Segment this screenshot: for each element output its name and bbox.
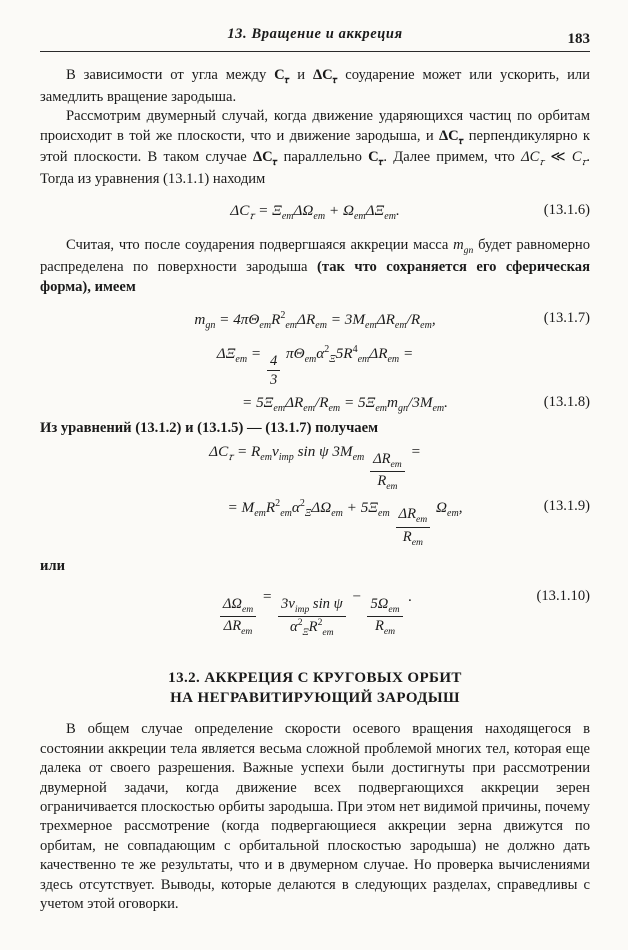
equation-13-1-9b-row — [40, 498, 590, 549]
equation-13-1-9a-row — [40, 443, 590, 493]
equation-13-1-7-row — [40, 310, 590, 331]
paragraph-2: Рассмотрим двумерный случай, когда движение ударяющихся частиц по орбитам происходит в той же плоскости, что и движение зародыша, и $\Delta C_𝜏$ перпендикулярно к этой плоскости. В таком случае $\Delta C_𝜏$ параллельно $C_𝜏$. Далее примем, что $\Delta C_𝜏$ ≪ $C_𝜏$. Torдa из уравнения (13.1.1) находим — [40, 108, 591, 187]
equation-13-1-9b: = $M_{em}R^2_{em}\alpha^2_\Xi\Delta\Omega_{em} + 5\Xi_{em}$ $\frac{\Delta R_{em}}{R_{em}}$ $\Omega_{em}$, — [227, 497, 463, 548]
header-rule — [40, 51, 590, 52]
equation-13-1-8-number: (13.1.8) — [543, 393, 590, 410]
equation-13-1-8a: $\Delta\Xi_{em}$ = $\frac{4}{3}$ $\pi\Theta_{em}\alpha^2_\Xi 5R^4_{em}\Delta R_{em}$ = — [216, 344, 414, 389]
equation-13-1-7-number: (13.1.7) — [543, 309, 590, 326]
paragraph-5: В общем случае определение скорости осевого вращения находящегося в состоянии аккреции тела является весьма сложной проблемой многих тел, которая еще далека от своего разрешения. Важные успехи были достигнуты при рассмотрении двумерной задачи, когда движение всех подвергающихся аккреции зерен ограничивается плоскостью орбиты зародыша. При этом нет видимой причины, почему трехмерное рассмотрение (когда подвергающиеся аккреции зерна движутся по орбитам, не совпадающим с орбитальной плоскостью зародыша) не должно дать качественно те же результаты, что и в двумерном случае. Но проверка вычислениями здесь отсутствует. Выводы, которые делаются в следующих разделах, справедливы с учетом этой оговорки. — [40, 721, 590, 912]
paragraph-1: В зависимости от угла между $C_𝜏$ и $\Delta C_𝜏$ соударение может или ускорить, или замедлить вращение зародыша. — [40, 67, 590, 105]
equation-13-1-9-number: (13.1.9) — [543, 497, 590, 514]
section-heading-line-2: НА НЕГРАВИТИРУЮЩИЙ ЗАРОДЫШ — [170, 689, 460, 706]
page-number: 183 — [567, 31, 590, 47]
equation-13-1-10-number: (13.1.10) — [536, 588, 590, 605]
equation-13-1-9a: $\Delta C_𝜏 = R_{em}v_{imp}$ sin ψ $3M_{em}$ $\frac{\Delta R_{em}}{R_{em}}$ = — [209, 443, 421, 492]
equation-13-1-6-number: (13.1.6) — [543, 202, 590, 219]
equation-13-1-8a-row — [40, 344, 590, 389]
section-heading-line-1: 13.2. АККРЕЦИЯ С КРУГОВЫХ ОРБИТ — [168, 669, 462, 686]
section-heading — [40, 669, 590, 709]
equation-13-1-10-row — [40, 588, 590, 638]
page-header — [40, 26, 590, 48]
equation-13-1-7: $m_{gn} = 4\pi\Theta_{em}R^2_{em}\Delta R_{em} = 3M_{em}\Delta R_{em}/R_{em}$, — [194, 309, 436, 332]
paragraph-3: Считая, что после соударения подвергшаяся аккреции масса $m_{gn}$ будет равномерно распределена по поверхности зародыша (так что сохраняется его сферическая форма), имеем — [40, 237, 591, 295]
equation-13-1-8b-row — [40, 394, 590, 414]
equation-13-1-6: $\Delta C_𝜏 = \Xi_{em}\Delta\Omega_{em} + \Omega_{em}\Delta\Xi_{em}$. — [230, 202, 400, 223]
equation-13-1-8b: = $5\Xi_{em}\Delta R_{em}/R_{em} = 5\Xi_{em}m_{gn}/3M_{em}$. — [242, 393, 448, 414]
equation-13-1-10: $\frac{\Delta\Omega_{em}}{\Delta R_{em}}$ = $\frac{3v_{imp} \sin \psi}{\alpha^2_\Xi R^2_{em}}$ − $\frac{5\Omega_{em}}{R_{em}}$ . — [218, 588, 412, 638]
paragraph-4: Из уравнений (13.1.2) и (13.1.5) — (13.1.7) получаем — [40, 419, 379, 436]
word-ili: или — [40, 558, 66, 575]
equation-13-1-6-row — [40, 202, 590, 223]
running-head-title: 13. Вращение и аккреция — [227, 26, 403, 42]
